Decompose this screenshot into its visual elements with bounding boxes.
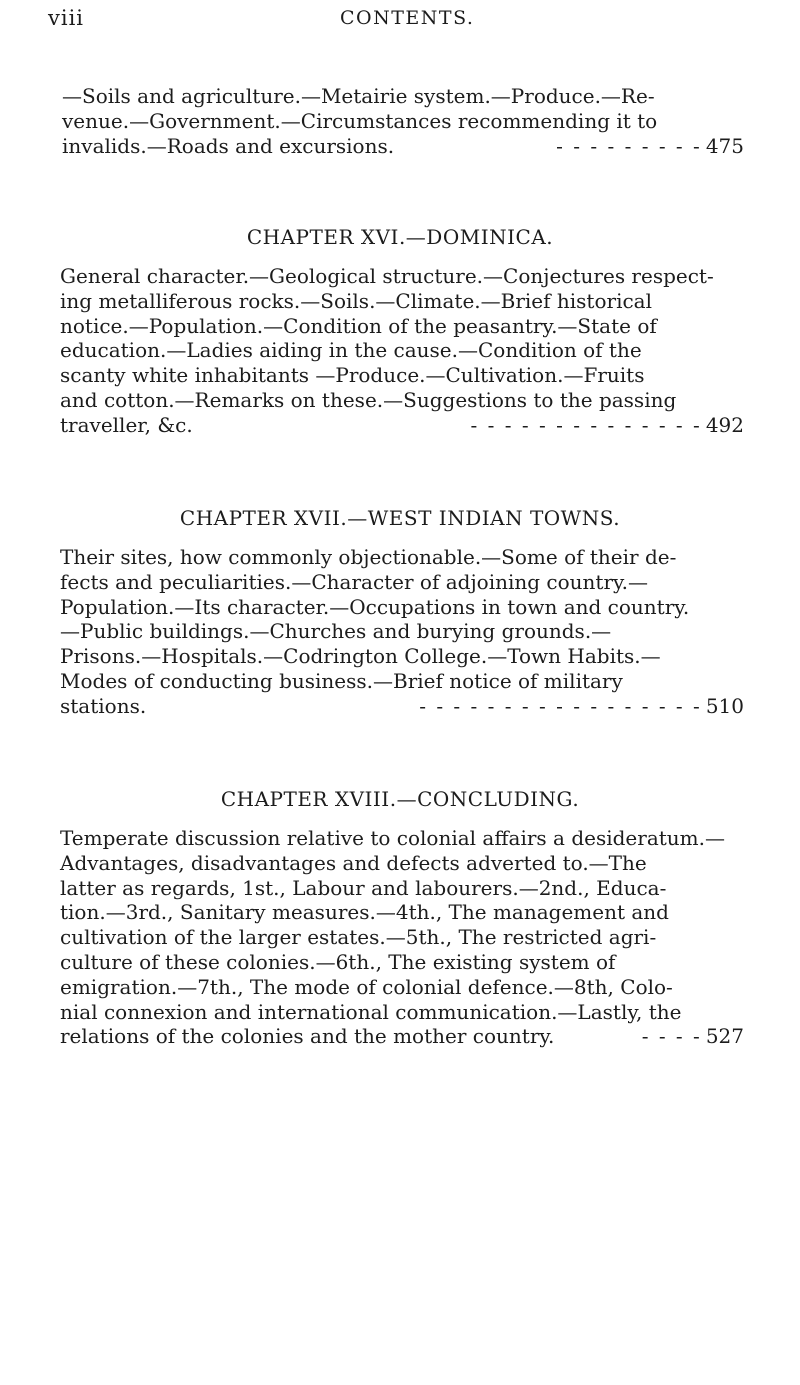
entry-last-line bbox=[60, 694, 744, 719]
dot-leader: - - - - - - - - - - - - - - - - - bbox=[419, 693, 702, 718]
contents-entry bbox=[60, 826, 744, 1049]
entry-line: traveller, &c. bbox=[60, 412, 193, 437]
page-number: 475 bbox=[705, 133, 744, 158]
entry-line: Temperate discussion relative to colonial affairs a desideratum.— bbox=[60, 826, 725, 850]
entry-line: scanty white inhabitants —Produce.—Cultivation.—Fruits bbox=[60, 363, 645, 388]
dot-leader: - - - - - - - - - bbox=[556, 133, 702, 158]
chapter-heading: CHAPTER XVII.—WEST INDIAN TOWNS. bbox=[179, 506, 621, 530]
contents-entry bbox=[60, 545, 744, 719]
entry-line: latter as regards, 1st., Labour and labourers.—2nd., Educa- bbox=[60, 875, 667, 900]
entry-line: Modes of conducting business.—Brief notice of military bbox=[60, 668, 623, 693]
entry-line: nial connexion and international communication.—Lastly, the bbox=[60, 999, 682, 1024]
entry-line: tion.—3rd., Sanitary measures.—4th., The management and bbox=[60, 900, 669, 925]
page-number: 492 bbox=[705, 412, 744, 437]
entry-line: emigration.—7th., The mode of colonial defence.—8th, Colo- bbox=[60, 974, 673, 999]
entry-line: Prisons.—Hospitals.—Codrington College.—Town Habits.— bbox=[60, 644, 661, 669]
entry-line: and cotton.—Remarks on these.—Suggestions to the passing bbox=[60, 387, 677, 412]
contents-entry bbox=[60, 264, 744, 438]
entry-line: education.—Ladies aiding in the cause.—Condition of the bbox=[60, 338, 642, 363]
entry-last-line bbox=[60, 1024, 744, 1049]
running-head bbox=[48, 6, 738, 36]
entry-last-line bbox=[60, 413, 744, 438]
running-head-title: CONTENTS. bbox=[340, 7, 475, 29]
entry-line: stations. bbox=[60, 693, 147, 718]
entry-line: notice.—Population.—Condition of the peasantry.—State of bbox=[60, 313, 657, 338]
dot-leader: - - - - bbox=[641, 1024, 702, 1049]
page-number: 510 bbox=[705, 693, 744, 718]
entry-line: cultivation of the larger estates.—5th., The restricted agri- bbox=[60, 925, 657, 950]
chapter-heading: CHAPTER XVIII.—CONCLUDING. bbox=[220, 787, 580, 811]
entry-line: invalids.—Roads and excursions. bbox=[62, 133, 395, 158]
entry-line: culture of these colonies.—6th., The existing system of bbox=[60, 949, 616, 974]
chapter-heading: CHAPTER XVI.—DOMINICA. bbox=[246, 225, 554, 249]
entry-line: —Public buildings.—Churches and burying grounds.— bbox=[60, 619, 612, 644]
entry-line: Advantages, disadvantages and defects adverted to.—The bbox=[60, 850, 647, 875]
entry-line: Population.—Its character.—Occupations in town and country. bbox=[60, 594, 690, 619]
dot-leader: - - - - - - - - - - - - - - bbox=[470, 412, 702, 437]
entry-last-line bbox=[62, 134, 744, 159]
entry-line: —Soils and agriculture.—Metairie system.—Produce.—Re- bbox=[62, 84, 655, 108]
contents-entry-continued bbox=[62, 84, 744, 158]
entry-line: venue.—Government.—Circumstances recommending it to bbox=[62, 108, 658, 133]
entry-line: Their sites, how commonly objectionable.—Some of their de- bbox=[60, 545, 677, 569]
page-folio: viii bbox=[48, 6, 85, 30]
entry-line: relations of the colonies and the mother country. bbox=[60, 1024, 555, 1049]
entry-line: ing metalliferous rocks.—Soils.—Climate.—Brief historical bbox=[60, 288, 652, 313]
entry-line: fects and peculiarities.—Character of adjoining country.— bbox=[60, 569, 649, 594]
page-number: 527 bbox=[705, 1024, 744, 1049]
entry-line: General character.—Geological structure.—Conjectures respect- bbox=[60, 264, 714, 288]
